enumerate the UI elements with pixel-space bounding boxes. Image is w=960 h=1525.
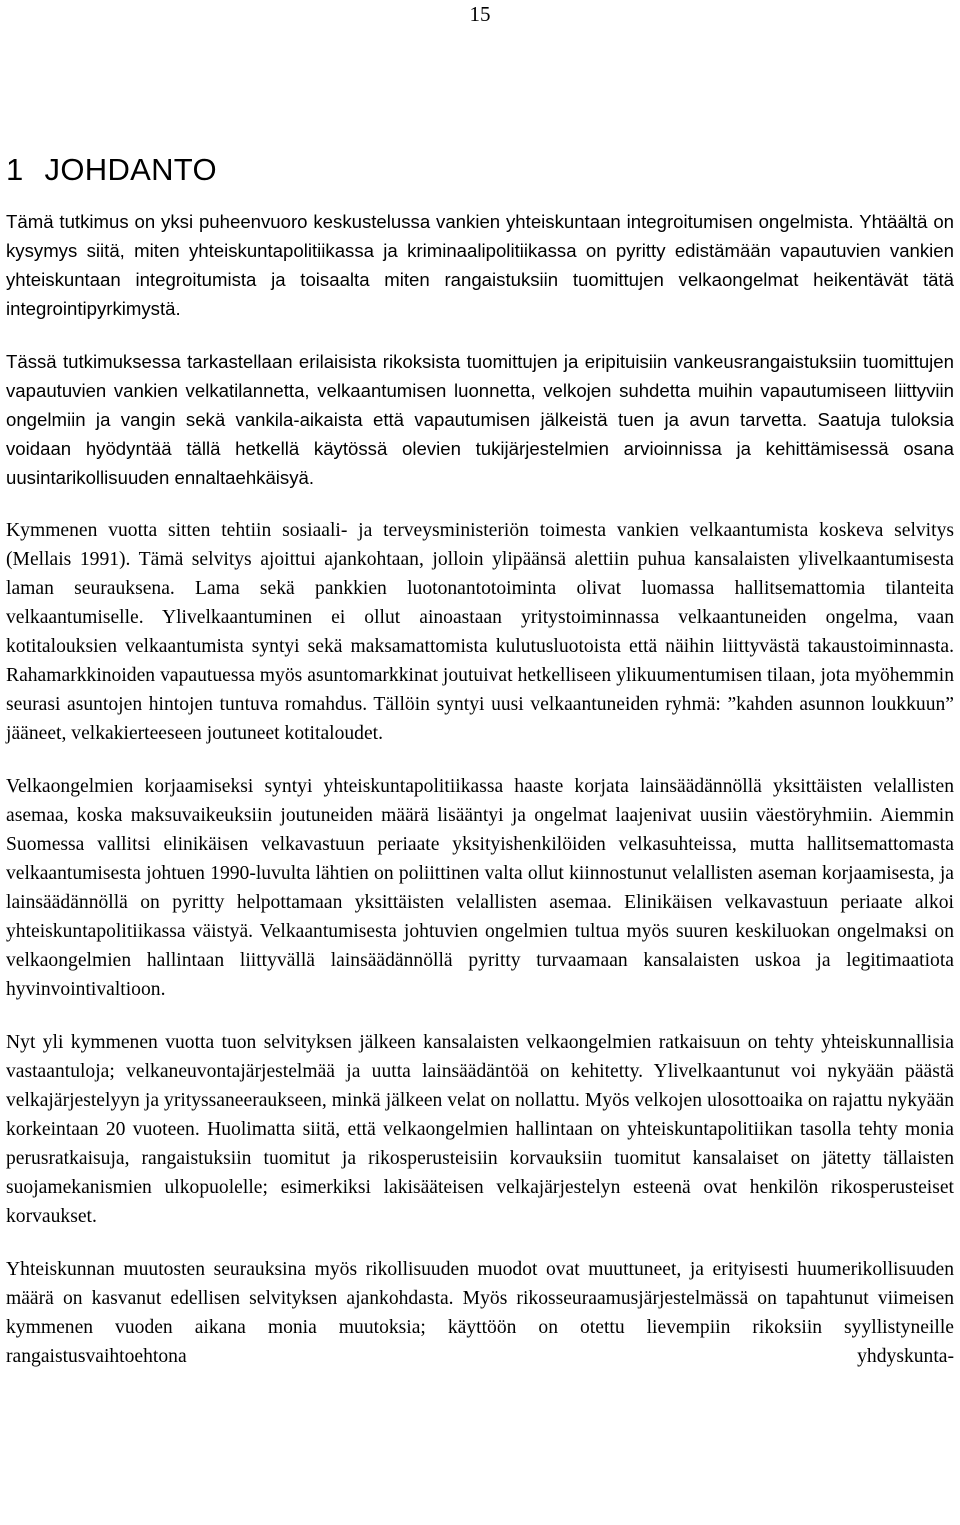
paragraph-3: Kymmenen vuotta sitten tehtiin sosiaali- ja terveysministeriön toimesta vankien velkaantumista koskeva selvitys (Mellais 1991). Tämä selvitys ajoittui ajankohtaan, jolloin ylipäänsä alettiin puhua kansalaisten ylivelkaantumisesta laman seurauksena. Lama sekä pankkien luotonantotoiminta olivat luomassa hallitsemattomia tilanteita velkaantumiselle. Ylivelkaantuminen ei ollut ainoastaan yritystoiminnassa velkaantuneiden ongelma, vaan kotitalouksien velkaantumista syntyi sekä maksamattomista kulutusluotoista että näihin liittyvästä takaustoiminnasta. Rahamarkkinoiden vapautuessa myös asuntomarkkinat joutuivat hetkelliseen ylikuumentumisen tilaan, jota myöhemmin seurasi asuntojen hintojen tuntuva romahdus. Tällöin syntyi uusi velkaantuneiden ryhmä: ”kahden asunnon loukkuun” jääneet, velkakierteeseen joutuneet kotitaloudet. bbox=[6, 520, 954, 744]
paragraph-1: Tämä tutkimus on yksi puheenvuoro keskustelussa vankien yhteiskuntaan integroitumisen ongelmista. Yhtäältä on kysymys siitä, miten yhteiskuntapolitiikassa ja kriminaalipolitiikassa on pyritty edistämään vapautuvien vankien yhteiskuntaan integroitumista ja toisaalta miten rangaistuksiin tuomittujen velkaongelmat heikentävät tätä integrointipyrkimystä. bbox=[6, 211, 954, 319]
chapter-title: JOHDANTO bbox=[44, 152, 217, 187]
paragraph-2: Tässä tutkimuksessa tarkastellaan erilaisista rikoksista tuomittujen ja eripituisiin vankeusrangaistuksiin tuomittujen vapautuvien vankien velkatilannetta, velkaantumisen luonnetta, velkojen suhdetta muihin vapautumiseen liittyviin ongelmiin ja vangin sekä vankila-aikaista että vapautumisen jälkeistä tuen ja avun tarvetta. Saatuja tuloksia voidaan hyödyntää tällä hetkellä käytössä olevien tukijärjestelmien arvioinnissa ja kehittämisessä osana uusintarikollisuuden ennaltaehkäisyä. bbox=[6, 351, 954, 488]
paragraph-5: Nyt yli kymmenen vuotta tuon selvityksen jälkeen kansalaisten velkaongelmien ratkaisuun on tehty yhteiskunnallisia vastaantuloja; velkaneuvontajärjestelmää ja uutta lainsäädäntöä on kehitetty. Ylivelkaantunut voi nykyään päästä velkajärjestelyyn ja yrityssaneeraukseen, minkä jälkeen velat on nollattu. Myös velkojen ulosottoaika on rajattu nykyään korkeintaan 20 vuoteen. Huolimatta siitä, että velkaongelmien hallintaan on yhteiskuntapolitiikan tasolla tehty monia perusratkaisuja, rangaistuksiin tuomitut ja rikosperusteisiin korvauksiin tuomitut kansalaiset on jätetty tällaisten suojamekanismien ulkopuolelle; esimerkiksi lakisääteisen velkajärjestelyn esteenä ovat henkilön rikosperusteiset korvaukset. bbox=[6, 1032, 954, 1227]
chapter-heading bbox=[6, 150, 217, 190]
page-number: 15 bbox=[469, 2, 491, 26]
body-text bbox=[6, 207, 954, 1371]
paragraph-4: Velkaongelmien korjaamiseksi syntyi yhteiskuntapolitiikassa haaste korjata lainsäädännöllä yksittäisten velallisten asemaa, koska maksuvaikeuksiin joutuneiden määrä lisääntyi ja ongelmat laajenivat uusiin väestöryhmiin. Aiemmin Suomessa vallitsi elinikäisen velkavastuun periaate yksityishenkilöiden velkasuhteissa, mutta hallitsemattomasta velkaantumisesta johtuen 1990-luvulta lähtien on poliittinen valta ollut kiinnostunut velallisten aseman korjaamisesta, ja lainsäädännöllä on pyritty helpottamaan yksittäisten velallisten asemaa. Elinikäisen velkavastuun periaate alkoi yhteiskuntapolitiikassa väistyä. Velkaantumisesta johtuvien ongelmien tultua myös suuren keskiluokan ongelmaksi on velkaongelmien hallintaan liittyvällä lainsäädännöllä pyritty turvaamaan kansalaisten uskoa ja legitimaatiota hyvinvointivaltioon. bbox=[6, 776, 954, 1000]
paragraph-6: Yhteiskunnan muutosten seurauksina myös rikollisuuden muodot ovat muuttuneet, ja erityisesti huumerikollisuuden määrä on kasvanut edellisen selvityksen ajankohdasta. Myös rikosseuraamusjärjestelmässä on tapahtunut viimeisen kymmenen vuoden aikana monia muutoksia; käyttöön on otettu lievempiin rikoksiin syyllistyneille rangaistusvaihtoehtona yhdyskunta- bbox=[6, 1259, 954, 1367]
chapter-number: 1 bbox=[6, 152, 24, 187]
